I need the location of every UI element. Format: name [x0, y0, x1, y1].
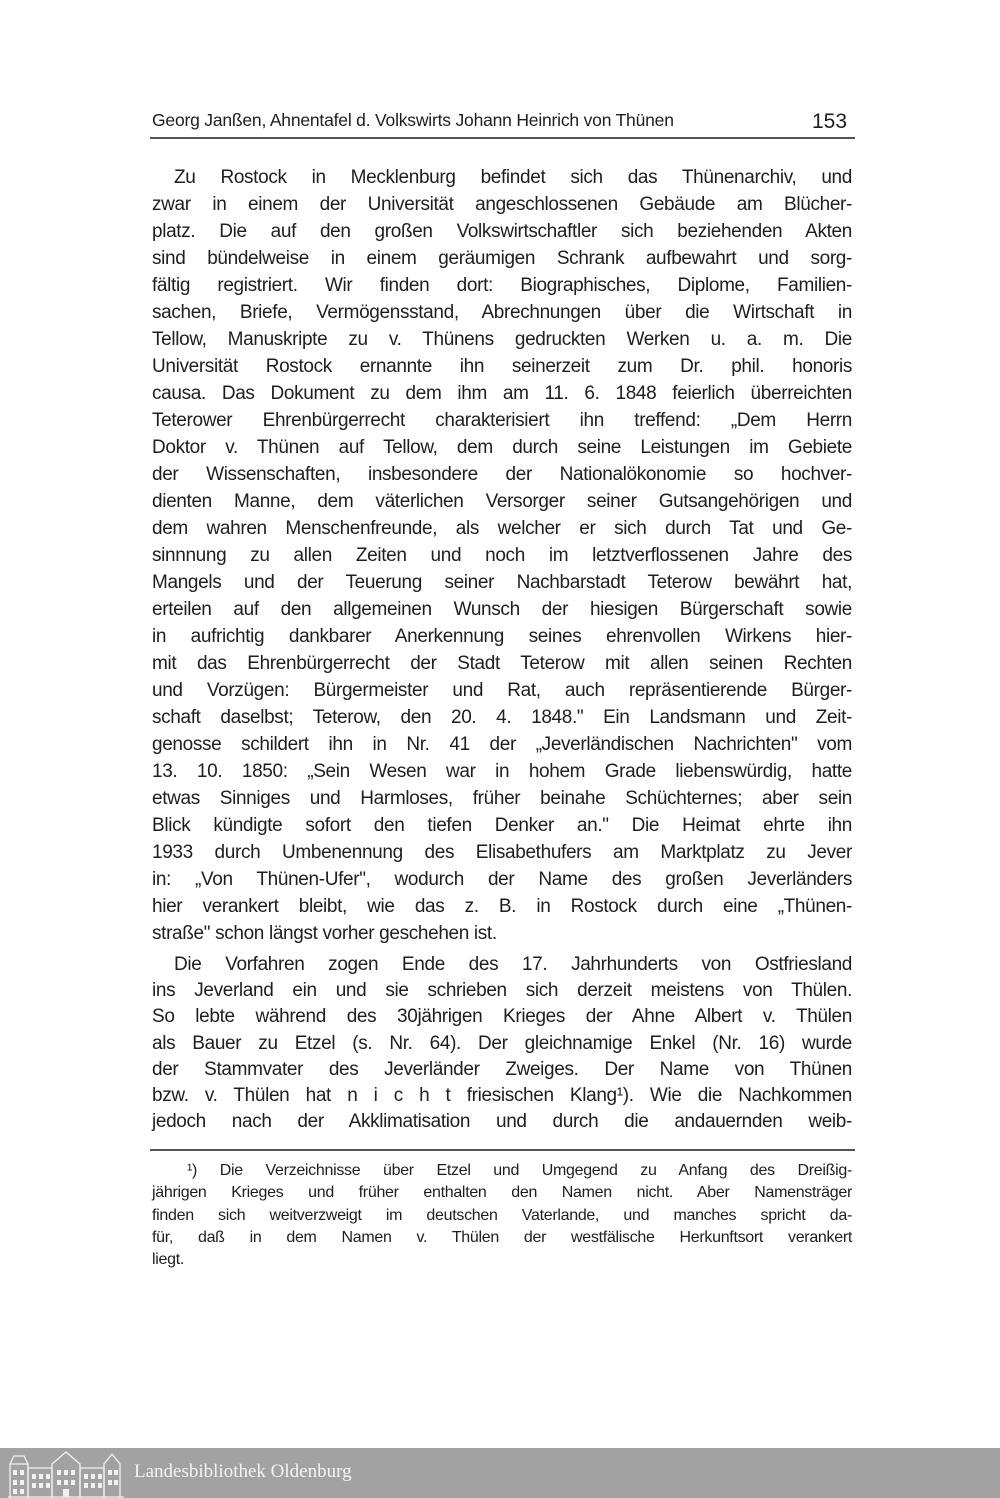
text-line: fältig registriert. Wir finden dort: Biographisches, Diplome, Familien-	[152, 275, 852, 296]
text-line: in: „Von Thünen-Ufer", wodurch der Name des großen Jeverländers	[152, 869, 852, 890]
text-line: Zu Rostock in Mecklenburg befindet sich das Thünenarchiv, und	[174, 167, 852, 188]
text-line: Doktor v. Thünen auf Tellow, dem durch seine Leistungen im Gebiete	[152, 437, 852, 458]
footnote-line: finden sich weitverzweigt im deutschen Vaterlande, und manches spricht da-	[152, 1206, 852, 1224]
footnote-rule	[150, 1149, 855, 1151]
footnote-line: für, daß in dem Namen v. Thülen der westfälische Herkunftsort verankert	[152, 1228, 852, 1246]
text-line: Universität Rostock ernannte ihn seinerzeit zum Dr. phil. honoris	[152, 356, 852, 377]
text-line: platz. Die auf den großen Volkswirtschaftler sich beziehenden Akten	[152, 221, 852, 242]
text-line: und Vorzügen: Bürgermeister und Rat, auch repräsentierende Bürger-	[152, 680, 852, 701]
text-line: sind bündelweise in einem geräumigen Schrank aufbewahrt und sorg-	[152, 248, 852, 269]
text-line: Blick kündigte sofort den tiefen Denker an." Die Heimat ehrte ihn	[152, 815, 852, 836]
text-line: Die Vorfahren zogen Ende des 17. Jahrhunderts von Ostfriesland	[174, 954, 852, 975]
page-number: 153	[812, 110, 848, 133]
text-line: straße" schon längst vorher geschehen ist.	[152, 923, 497, 944]
text-line: hier verankert bleibt, wie das z. B. in Rostock durch eine „Thünen-	[152, 896, 852, 917]
text-line: sachen, Briefe, Vermögensstand, Abrechnungen über die Wirtschaft in	[152, 302, 852, 323]
text-line: causa. Das Dokument zu dem ihm am 11. 6. 1848 feierlich überreichten	[152, 383, 852, 404]
text-line: zwar in einem der Universität angeschlossenen Gebäude am Blücher-	[152, 194, 852, 215]
text-line: 1933 durch Umbenennung des Elisabethufers am Marktplatz zu Jever	[152, 842, 852, 863]
header-rule	[150, 137, 855, 139]
text-line: genosse schildert ihn in Nr. 41 der „Jeverländischen Nachrichten" vom	[152, 734, 852, 755]
text-line: mit das Ehrenbürgerrecht der Stadt Teterow mit allen seinen Rechten	[152, 653, 852, 674]
text-line: So lebte während des 30jährigen Krieges der Ahne Albert v. Thülen	[152, 1006, 852, 1028]
text-line: 13. 10. 1850: „Sein Wesen war in hohem Grade liebenswürdig, hatte	[152, 761, 852, 782]
text-line: bzw. v. Thülen hat n i c h t friesischen Klang¹). Wie die Nachkommen	[152, 1085, 852, 1106]
text-line: Mangels und der Teuerung seiner Nachbarstadt Teterow bewährt hat,	[152, 572, 852, 593]
text-line: ins Jeverland ein und sie schrieben sich derzeit meistens von Thülen.	[152, 980, 852, 1002]
text-line: erteilen auf den allgemeinen Wunsch der hiesigen Bürgerschaft sowie	[152, 599, 852, 620]
text-line: der Stammvater des Jeverländer Zweiges. Der Name von Thünen	[152, 1058, 852, 1080]
footnote-line: jährigen Krieges und früher enthalten den Namen nicht. Aber Namensträger	[152, 1184, 852, 1202]
text-line: in aufrichtig dankbarer Anerkennung seines ehrenvollen Wirkens hier-	[152, 626, 852, 647]
text-line: dienten Manne, dem väterlichen Versorger seiner Gutsangehörigen und	[152, 491, 852, 512]
text-line: schaft daselbst; Teterow, den 20. 4. 1848." Ein Landsmann und Zeit-	[152, 707, 852, 728]
footnote-line: ¹) Die Verzeichnisse über Etzel und Umgegend zu Anfang des Dreißig-	[187, 1162, 852, 1179]
library-name: Landesbibliothek Oldenburg	[134, 1461, 352, 1482]
text-line: dem wahren Menschenfreunde, als welcher er sich durch Tat und Ge-	[152, 518, 852, 539]
running-title: Georg Janßen, Ahnentafel d. Volkswirts Johann Heinrich von Thünen	[152, 110, 674, 130]
text-line: Tellow, Manuskripte zu v. Thünens gedruckten Werken u. a. m. Die	[152, 329, 852, 350]
footnote-line: liegt.	[152, 1251, 184, 1269]
text-line: der Wissenschaften, insbesondere der Nationalökonomie so hochver-	[152, 464, 852, 485]
library-building-icon	[8, 1450, 124, 1498]
library-banner	[0, 1448, 1000, 1498]
text-line: jedoch nach der Akklimatisation und durch die andauernden weib-	[152, 1111, 852, 1133]
text-line: sinnnung zu allen Zeiten und noch im letztverflossenen Jahre des	[152, 545, 852, 566]
text-line: etwas Sinniges und Harmloses, früher beinahe Schüchternes; aber sein	[152, 788, 852, 809]
text-line: Teterower Ehrenbürgerrecht charakterisiert ihn treffend: „Dem Herrn	[152, 410, 852, 431]
text-line: als Bauer zu Etzel (s. Nr. 64). Der gleichnamige Enkel (Nr. 16) wurde	[152, 1032, 852, 1054]
